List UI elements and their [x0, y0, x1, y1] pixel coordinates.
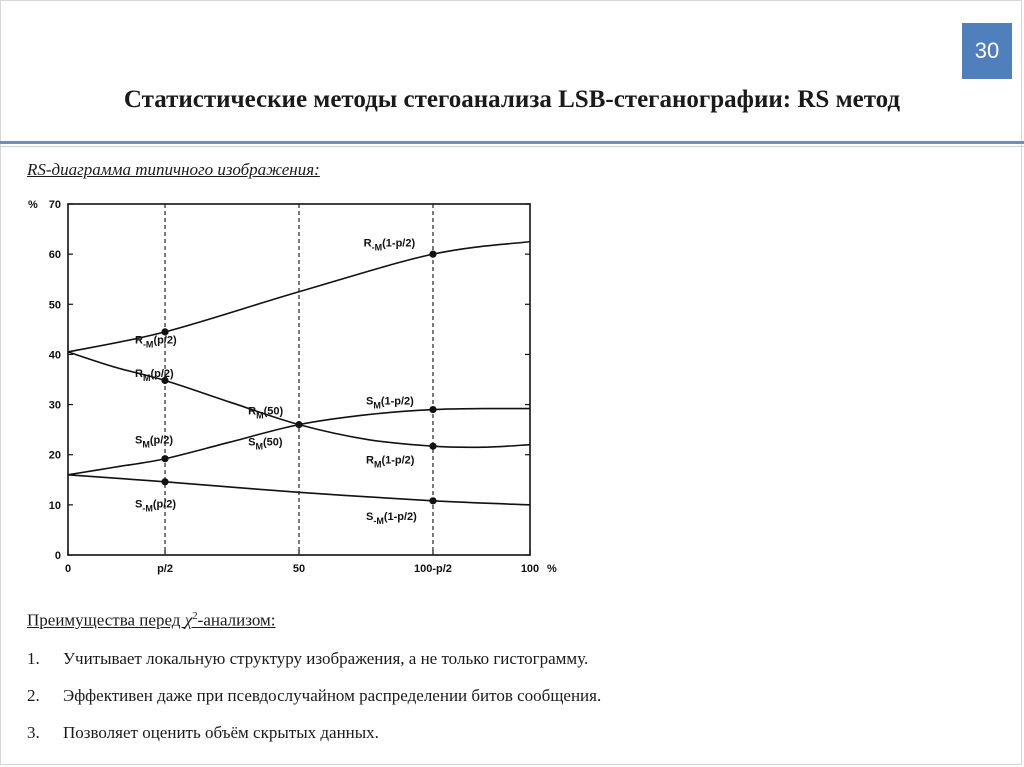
y-tick-label: 50: [48, 299, 61, 312]
x-tick-label: p/2: [157, 563, 173, 575]
annotation-arg: (p/2): [150, 367, 174, 380]
annotation-main: R: [365, 454, 374, 467]
y-tick-label: 70: [48, 199, 61, 211]
annotation-label: [135, 334, 177, 349]
page-number-badge: 30: [962, 23, 1012, 79]
annotation-main: R: [248, 405, 257, 418]
y-tick-label: 40: [48, 349, 61, 362]
data-point: [161, 455, 168, 462]
annotation-arg: (50): [263, 405, 284, 418]
y-unit-label: %: [28, 199, 38, 211]
y-tick-label: 10: [48, 499, 61, 512]
annotation-label: [366, 455, 415, 470]
annotation-main: R: [134, 367, 143, 380]
chart-caption: RS-диаграмма типичного изображения:: [27, 160, 320, 179]
annotation-sub: M: [142, 439, 150, 450]
annotation-sub: M: [142, 372, 151, 383]
annotation-label: [366, 396, 414, 411]
annotation-sub: M: [255, 441, 264, 452]
slide-title: Статистические методы стегоанализа LSB-стеганографии: RS метод: [123, 86, 901, 113]
list-item: [27, 723, 601, 760]
annotation-sub: -M: [371, 242, 383, 253]
x-unit-label: %: [547, 563, 557, 575]
data-point: [429, 251, 436, 258]
annotation-arg: (1-p/2): [381, 454, 415, 467]
list-item-text: Учитывает локальную структуру изображения, а не только гистограмму.: [63, 649, 589, 668]
y-tick-label: 0: [54, 550, 61, 562]
annotation-main: S: [365, 395, 374, 408]
annotation-arg: (p/2): [149, 434, 174, 447]
advantages-list: [27, 649, 601, 760]
annotation-label: [135, 435, 173, 450]
annotation-sub: -M: [142, 503, 153, 514]
annotation-arg: (1-p/2): [380, 395, 414, 408]
x-tick-label: 100-p/2: [414, 563, 452, 575]
advantages-heading: [27, 610, 276, 631]
annotation-arg: (p/2): [153, 334, 177, 347]
list-item-text: Эффективен даже при псевдослучайном распределении битов сообщения.: [63, 686, 602, 705]
x-tick-label: 100: [520, 563, 540, 575]
x-tick-label: 50: [292, 563, 306, 575]
annotation-main: S: [134, 434, 143, 447]
annotation-arg: (1-p/2): [382, 237, 416, 250]
list-item: [27, 649, 601, 686]
chi-exponent: 2: [192, 610, 198, 622]
annotation-sub: -M: [142, 339, 154, 350]
advantages-heading-before: Преимущества перед: [27, 610, 185, 630]
annotation-label: [364, 238, 416, 253]
annotation-sub: M: [373, 400, 381, 411]
annotation-sub: M: [373, 459, 382, 470]
annotation-label: [135, 498, 176, 513]
annotation-label: [248, 437, 283, 452]
list-item-number: 1.: [27, 649, 40, 668]
data-point: [429, 406, 436, 413]
data-point: [161, 478, 168, 485]
annotation-main: S: [134, 498, 143, 511]
annotation-label: [366, 511, 417, 526]
y-tick-label: 20: [48, 449, 61, 462]
data-point: [295, 421, 302, 428]
y-tick-label: 60: [48, 249, 61, 262]
advantages-heading-after: -анализом:: [197, 610, 276, 630]
annotation-main: S: [248, 436, 256, 449]
annotation-arg: (1-p/2): [383, 510, 417, 523]
annotation-main: S: [365, 510, 374, 523]
list-item-text: Позволяет оценить объём скрытых данных.: [63, 723, 379, 742]
chi-symbol: χ: [184, 610, 193, 630]
annotation-sub: -M: [373, 515, 384, 526]
list-item-number: 2.: [27, 686, 40, 705]
data-point: [429, 497, 436, 504]
annotation-sub: M: [256, 410, 264, 421]
y-tick-label: 30: [48, 399, 61, 412]
data-point: [429, 443, 436, 450]
list-item-number: 3.: [27, 723, 40, 742]
list-item: [27, 686, 601, 723]
annotation-arg: (p/2): [152, 498, 177, 511]
x-tick-label: 0: [64, 563, 72, 575]
annotation-main: R: [363, 237, 372, 250]
annotation-arg: (50): [263, 436, 283, 449]
annotation-main: R: [134, 334, 143, 347]
